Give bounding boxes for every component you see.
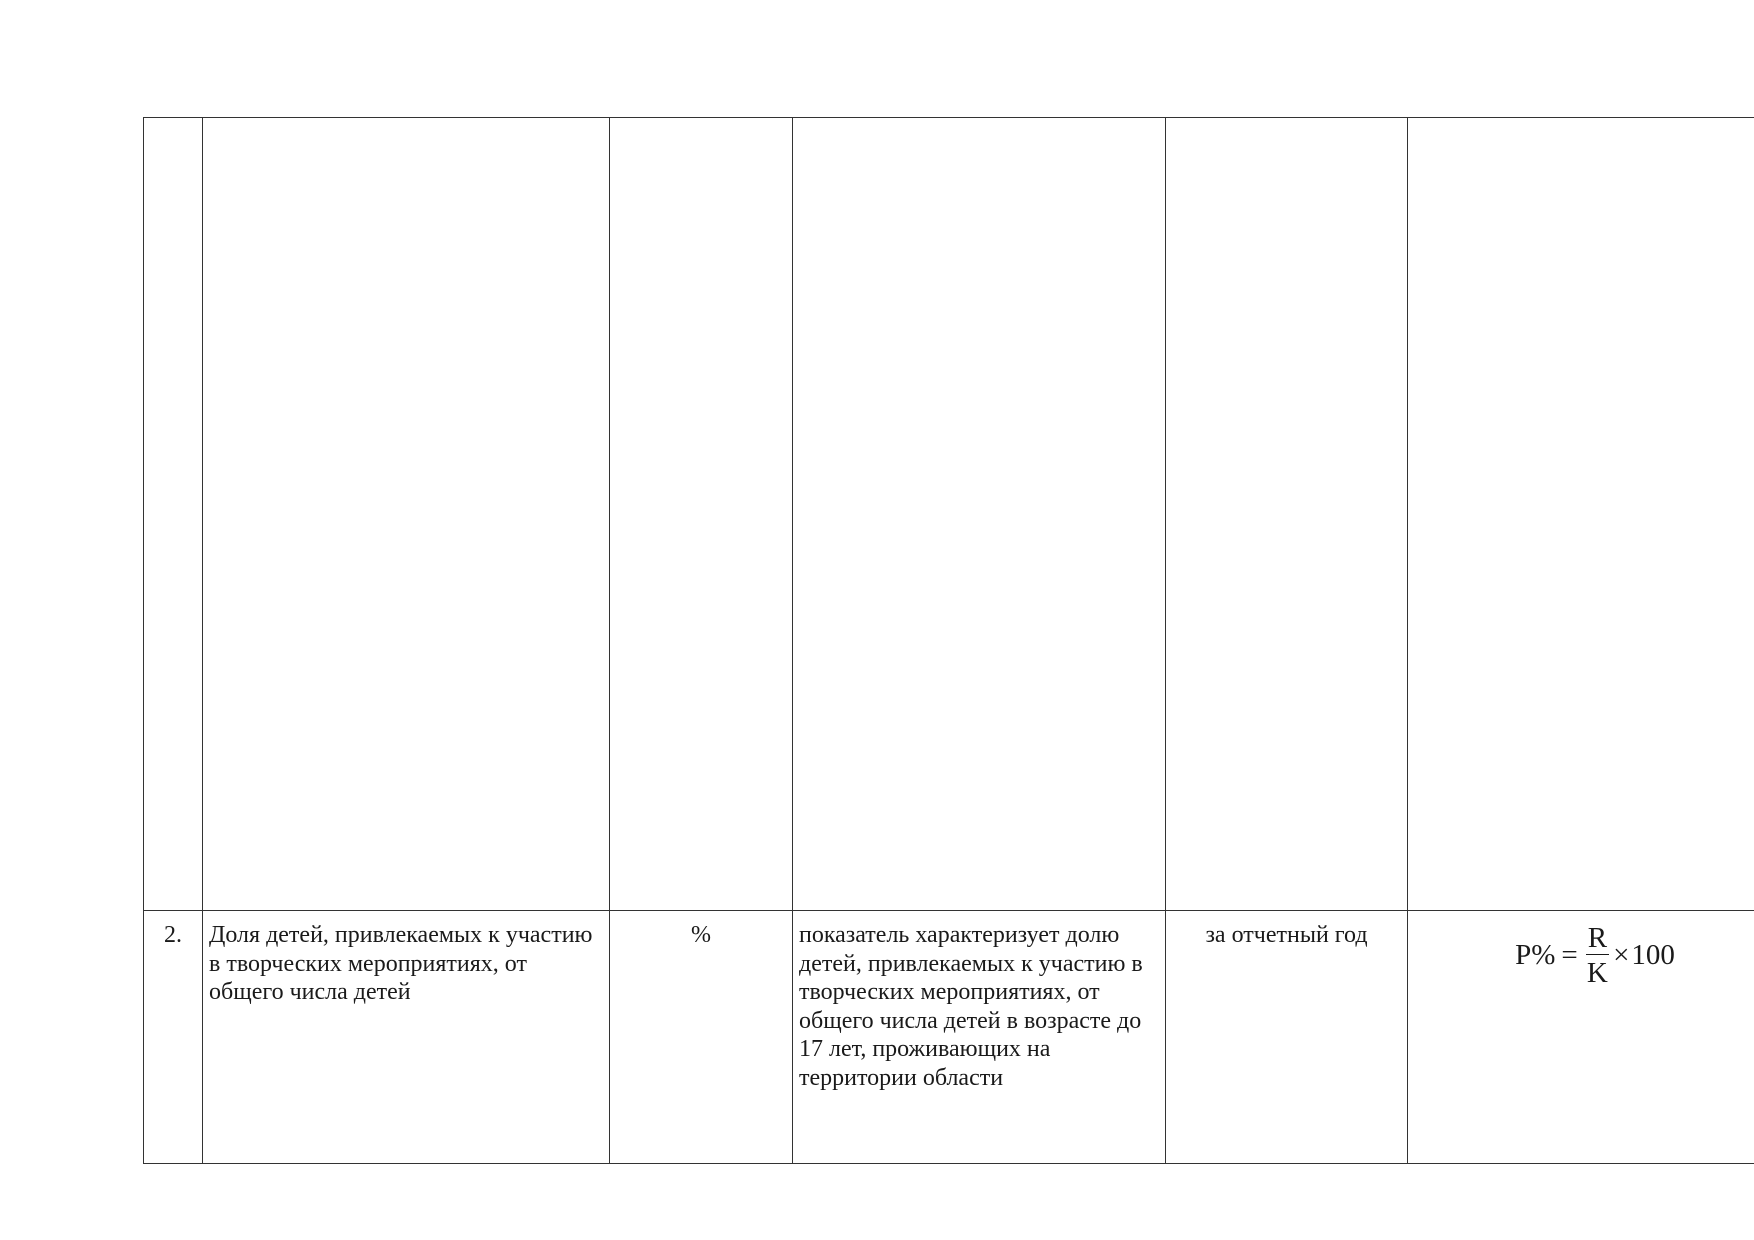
continued-cell-description: [793, 118, 1166, 911]
indicator-description: показатель характеризует долю детей, привлекаемых к участию в творческих мероприятиях, от общего числа детей в возрасте до 17 лет, проживающих на территории области: [793, 911, 1166, 1164]
continued-cell-name: [203, 118, 610, 911]
formula-operator: ×: [1613, 939, 1630, 972]
continued-cell-unit: [610, 118, 793, 911]
continued-row: [144, 118, 1754, 911]
formula-lhs: P%: [1515, 939, 1556, 972]
formula-numerator: R: [1587, 922, 1608, 954]
calculation-formula: [1408, 923, 1754, 988]
unit-of-measure: %: [610, 911, 793, 1164]
formula-equals: =: [1561, 939, 1578, 972]
continued-cell-period: [1166, 118, 1408, 911]
indicator-name: Доля детей, привлекаемых к участию в творческих мероприятиях, от общего числа детей: [203, 911, 610, 1164]
continued-cell-number: [144, 118, 203, 911]
indicators-table: [143, 117, 1754, 1164]
reporting-period: за отчетный год: [1166, 911, 1408, 1164]
formula-denominator: K: [1586, 957, 1608, 989]
formula-fraction: [1586, 923, 1609, 988]
calculation-formula-cell: [1408, 911, 1754, 1164]
continued-cell-formula: [1408, 118, 1754, 911]
row-number: 2.: [144, 911, 203, 1164]
table-row: [144, 911, 1754, 1164]
formula-multiplier: 100: [1631, 939, 1675, 972]
